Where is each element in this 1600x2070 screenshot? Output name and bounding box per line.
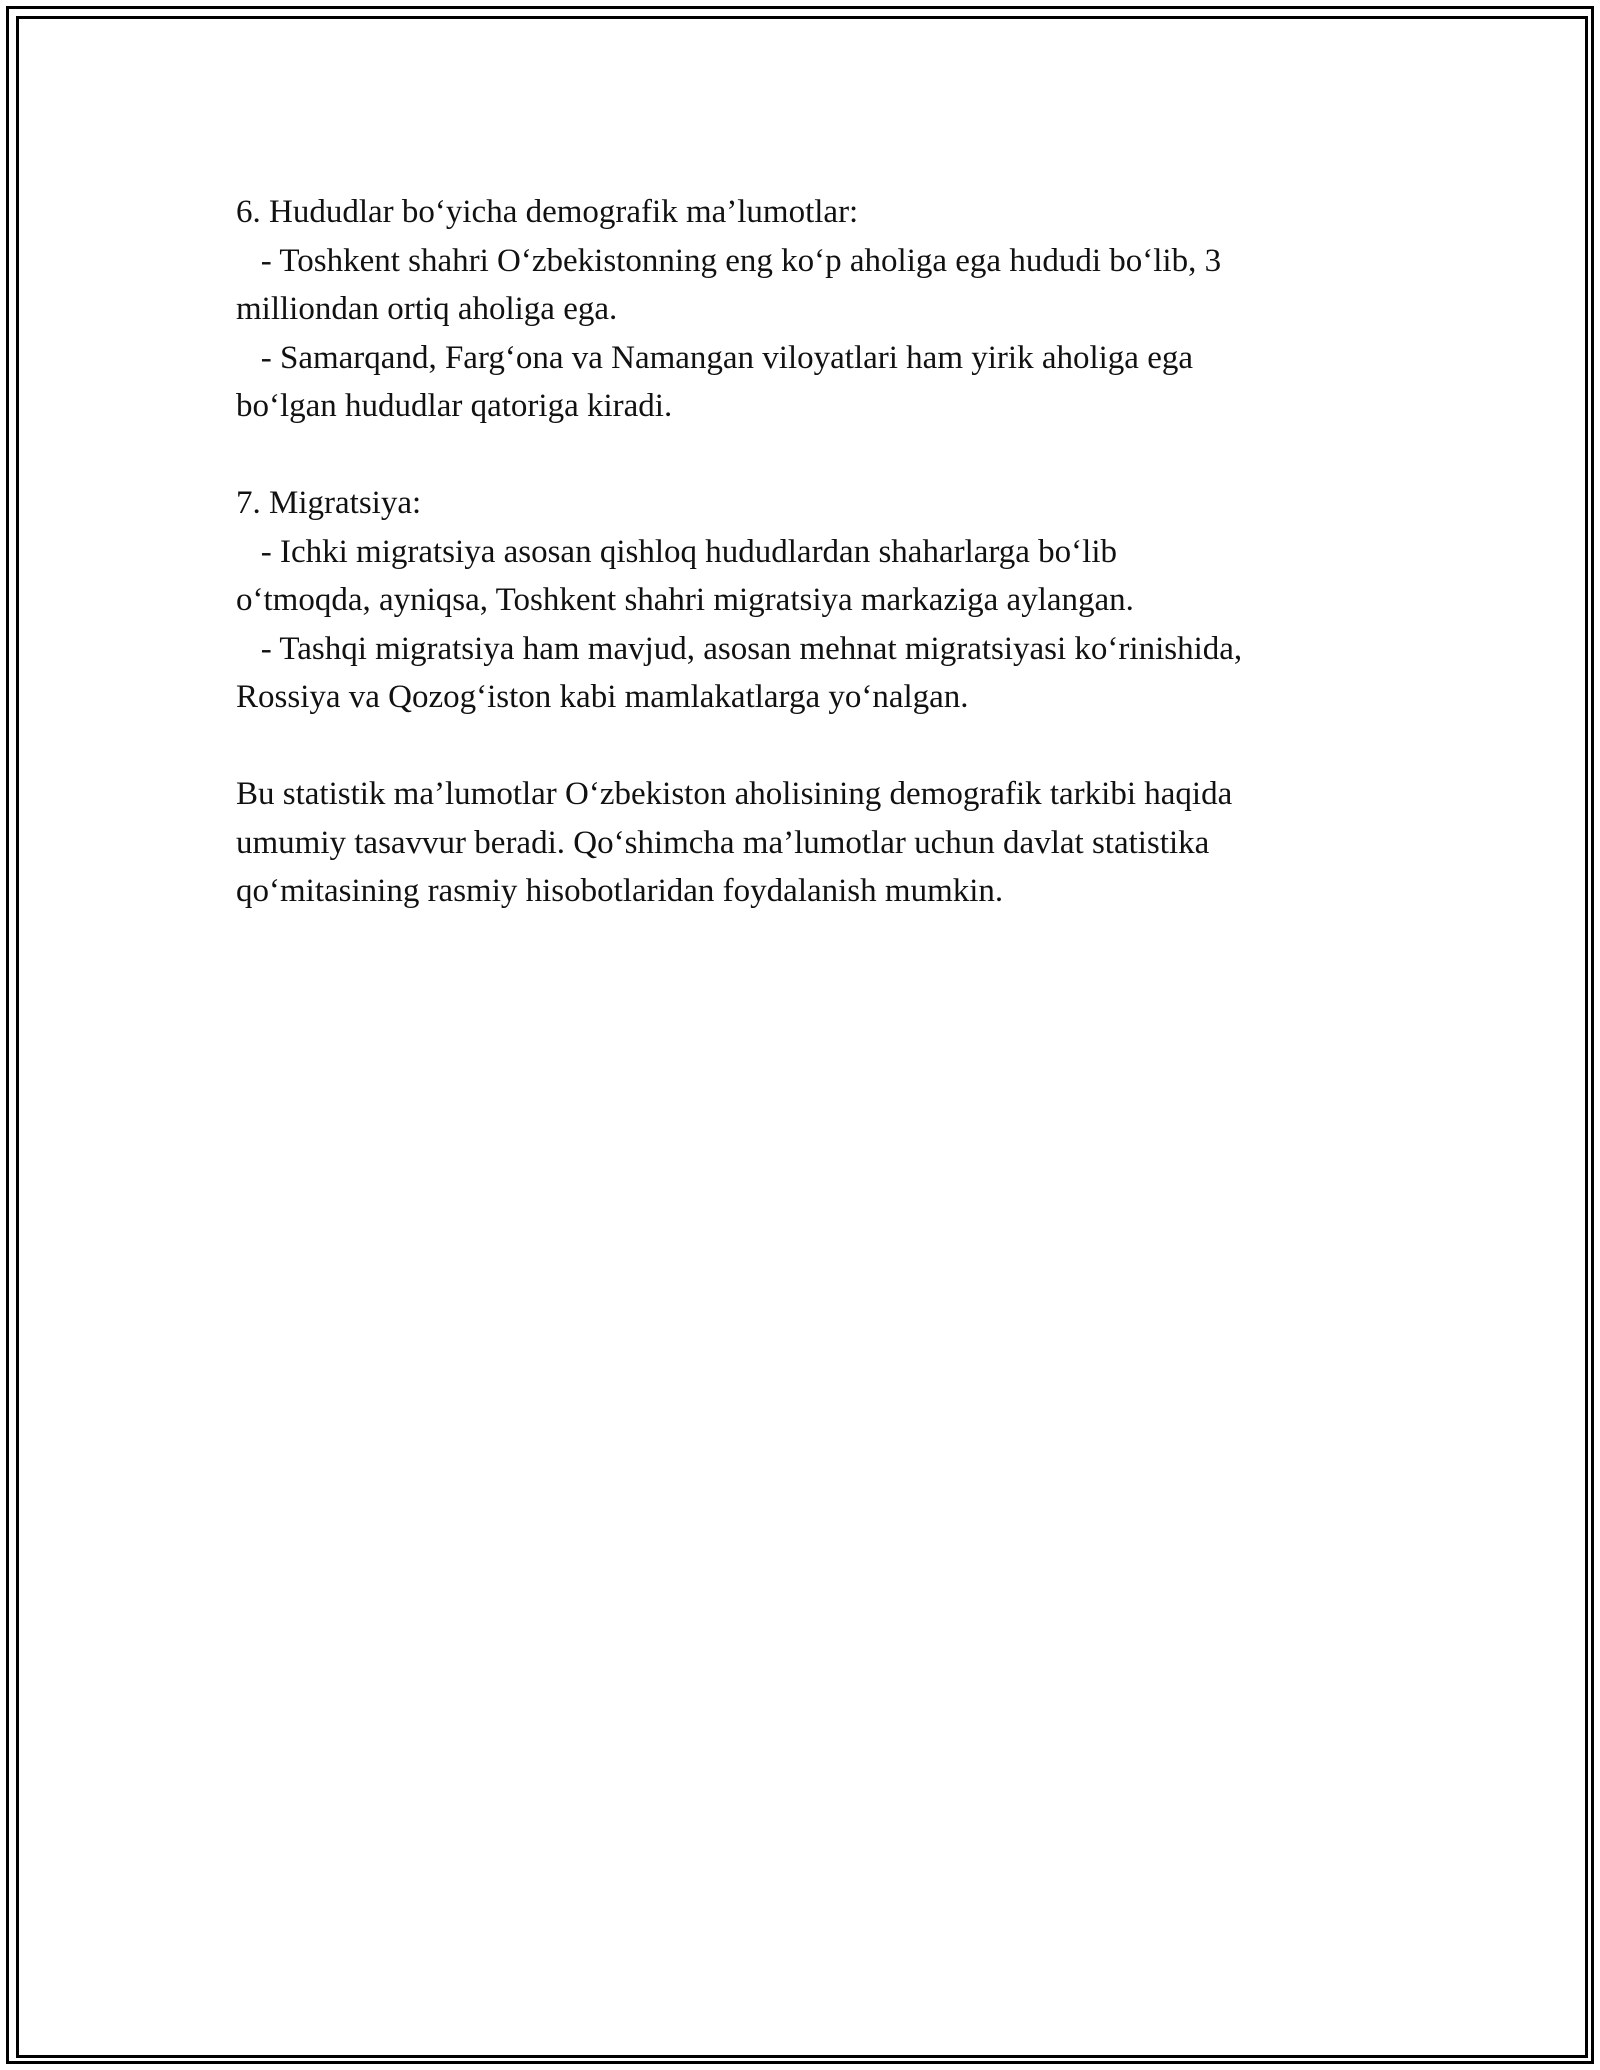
section-7-heading: 7. Migratsiya:: [236, 485, 422, 521]
section-7-bullet-1-line-1: - Ichki migratsiya asosan qishloq hududlardan shaharlarga bo‘lib: [236, 533, 1118, 570]
paragraph-spacer: [236, 722, 1376, 771]
section-7-bullet-2-line-1: - Tashqi migratsiya ham mavjud, asosan mehnat migratsiyasi ko‘rinishida,: [236, 630, 1243, 667]
section-6-bullet-2-line-1: - Samarqand, Farg‘ona va Namangan viloyatlari ham yirik aholiga ega: [236, 339, 1193, 376]
section-6-bullet-1-line-1: - Toshkent shahri O‘zbekistonning eng ko‘p aholiga ega hududi bo‘lib, 3: [236, 242, 1222, 279]
paragraph-spacer: [236, 431, 1376, 480]
section-7-bullet-2-line-2: Rossiya va Qozog‘iston kabi mamlakatlarga yo‘nalgan.: [236, 679, 969, 715]
document-body: [236, 188, 1376, 916]
section-6-bullet-1-line-2: milliondan ortiq aholiga ega.: [236, 291, 618, 327]
section-6-bullet-2-line-2: bo‘lgan hududlar qatoriga kiradi.: [236, 388, 673, 424]
section-7-bullet-1-line-2: o‘tmoqda, ayniqsa, Toshkent shahri migratsiya markaziga aylangan.: [236, 582, 1134, 618]
section-6-heading: 6. Hududlar bo‘yicha demografik ma’lumotlar:: [236, 194, 859, 230]
conclusion-line-2: umumiy tasavvur beradi. Qo‘shimcha ma’lumotlar uchun davlat statistika: [236, 824, 1210, 861]
conclusion-line-1: Bu statistik ma’lumotlar O‘zbekiston aholisining demografik tarkibi haqida: [236, 776, 1233, 812]
conclusion-line-3: qo‘mitasining rasmiy hisobotlaridan foydalanish mumkin.: [236, 873, 1004, 909]
